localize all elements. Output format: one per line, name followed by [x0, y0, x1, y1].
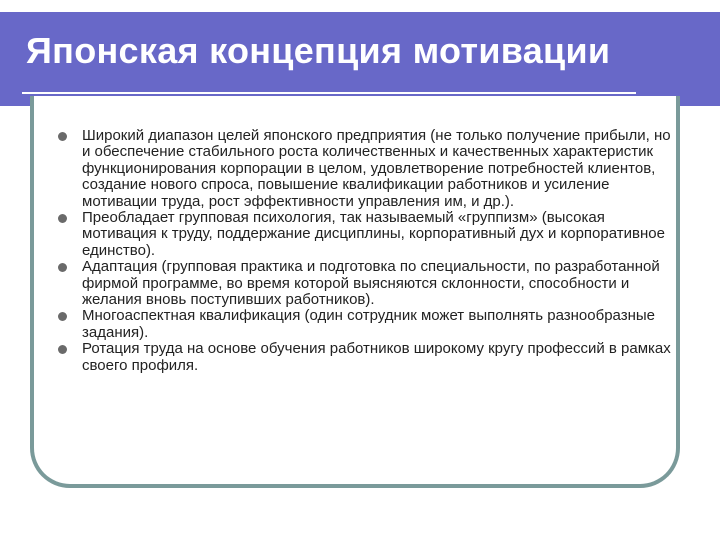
bullet-dot-icon — [58, 214, 67, 223]
bullet-text: Ротация труда на основе обучения работников широкому кругу профессий в рамках своего профиля. — [82, 340, 671, 374]
bullet-dot-icon — [58, 132, 67, 141]
title-bar-corner — [680, 12, 720, 106]
bullet-dot-icon — [58, 263, 67, 272]
bullet-text: Преобладает групповая психология, так называемый «группизм» (высокая мотивация к труду, поддержание дисциплины, корпоративный дух и корпоративное единство). — [82, 209, 665, 259]
bullet-item — [58, 308, 678, 341]
bullet-text: Адаптация (групповая практика и подготовка по специальности, по разработанной фирмой программе, во время которой выясняются склонности, способности и желания вновь поступивших работников). — [82, 258, 660, 309]
bullet-dot-icon — [58, 312, 67, 321]
bullet-list — [58, 128, 678, 374]
bullet-item — [58, 259, 678, 308]
bullet-item — [58, 128, 678, 210]
bullet-dot-icon — [58, 345, 67, 354]
bullet-item — [58, 210, 678, 259]
bullet-text: Широкий диапазон целей японского предприятия (не только получение прибыли, но и обеспечение стабильного роста количественных и качественных характеристик функционирования корпорации в целом, удовлетворение потребностей клиентов, создание нового спроса, повышение квалификации работников и усиление мотивации труда, рост эффективности управления им, и др.). — [82, 127, 671, 210]
bullet-text: Многоаспектная квалификация (один сотрудник может выполнять разнообразные задания). — [82, 307, 655, 341]
slide-title: Японская концепция мотивации — [26, 30, 611, 71]
title-underline — [22, 92, 636, 94]
bullet-item — [58, 341, 678, 374]
